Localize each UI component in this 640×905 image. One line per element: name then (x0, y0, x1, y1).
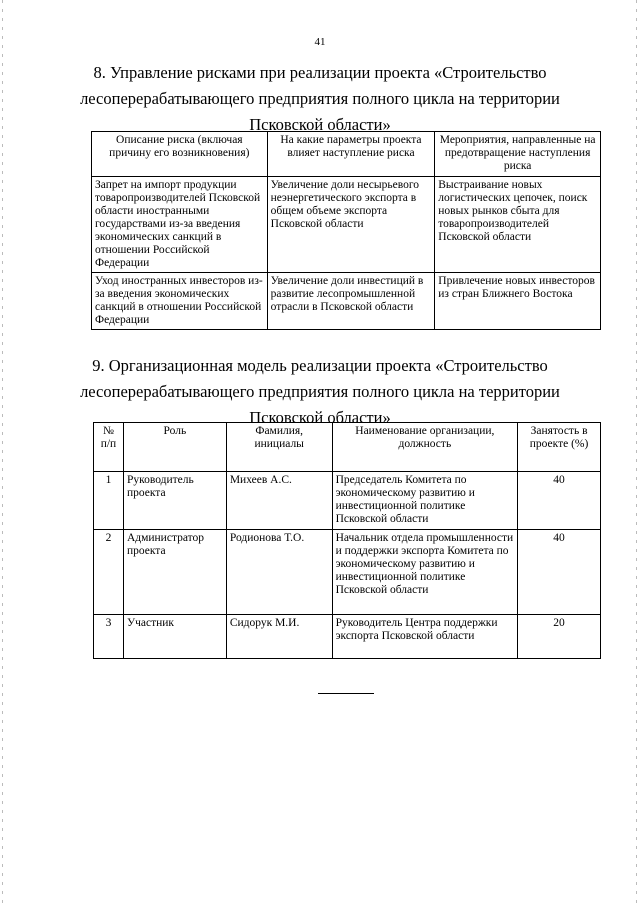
organization-position-cell: Руководитель Центра поддержки экспорта Псковской области (332, 615, 518, 659)
column-header-number: № п/п (94, 423, 124, 472)
scan-edge-right (636, 0, 637, 905)
column-header-name: Фамилия, инициалы (226, 423, 332, 472)
risk-management-table (91, 131, 601, 330)
organization-position-cell: Председатель Комитета по экономическому развитию и инвестиционной политике Псковской области (332, 472, 518, 530)
role-cell: Участник (123, 615, 226, 659)
row-number-cell: 3 (94, 615, 124, 659)
table-header-row (92, 132, 601, 177)
table-row (94, 472, 601, 530)
risk-description-cell: Запрет на импорт продукции товаропроизводителей Псковской области иностранными государствами из-за введения экономических санкций в отношении Российской Федерации (92, 177, 268, 273)
column-header-organization-position: Наименование организации, должность (332, 423, 518, 472)
row-number-cell: 1 (94, 472, 124, 530)
organization-position-cell: Начальник отдела промышленности и поддержки экспорта Комитета по экономическому развитию и инвестиционной политике Псковской области (332, 530, 518, 615)
organizational-model-table (93, 422, 601, 659)
prevention-measures-cell: Выстраивание новых логистических цепочек, поиск новых рынков сбыта для товаропроизводителей Псковской области (435, 177, 601, 273)
risk-description-cell: Уход иностранных инвесторов из-за введения экономических санкций в отношении Российской Федерации (92, 273, 268, 330)
employment-cell: 40 (518, 472, 601, 530)
column-header-prevention-measures: Мероприятия, направленные на предотвращение наступления риска (435, 132, 601, 177)
name-cell: Родионова Т.О. (226, 530, 332, 615)
affected-parameters-cell: Увеличение доли инвестиций в развитие лесопромышленной отрасли в Псковской области (267, 273, 435, 330)
section-9-title: 9. Организационная модель реализации проекта «Строительство лесоперерабатывающего предприятия полного цикла на территории Псковской области» (80, 356, 560, 427)
table-row (94, 615, 601, 659)
column-header-employment: Занятость в проекте (%) (518, 423, 601, 472)
scan-edge-left (2, 0, 3, 905)
column-header-role: Роль (123, 423, 226, 472)
column-header-affected-parameters: На какие параметры проекта влияет наступление риска (267, 132, 435, 177)
closing-rule (318, 693, 374, 694)
role-cell: Администратор проекта (123, 530, 226, 615)
table-row (92, 273, 601, 330)
role-cell: Руководитель проекта (123, 472, 226, 530)
table-row (94, 530, 601, 615)
affected-parameters-cell: Увеличение доли несырьевого неэнергетического экспорта в общем объеме экспорта Псковской области (267, 177, 435, 273)
column-header-risk-description: Описание риска (включая причину его возникновения) (92, 132, 268, 177)
row-number-cell: 2 (94, 530, 124, 615)
page-number: 41 (314, 36, 326, 48)
table-row (92, 177, 601, 273)
name-cell: Сидорук М.И. (226, 615, 332, 659)
name-cell: Михеев А.С. (226, 472, 332, 530)
employment-cell: 40 (518, 530, 601, 615)
prevention-measures-cell: Привлечение новых инвесторов из стран Ближнего Востока (435, 273, 601, 330)
table-header-row (94, 423, 601, 472)
section-8-title: 8. Управление рисками при реализации проекта «Строительство лесоперерабатывающего предприятия полного цикла на территории Псковской области» (80, 63, 560, 134)
employment-cell: 20 (518, 615, 601, 659)
